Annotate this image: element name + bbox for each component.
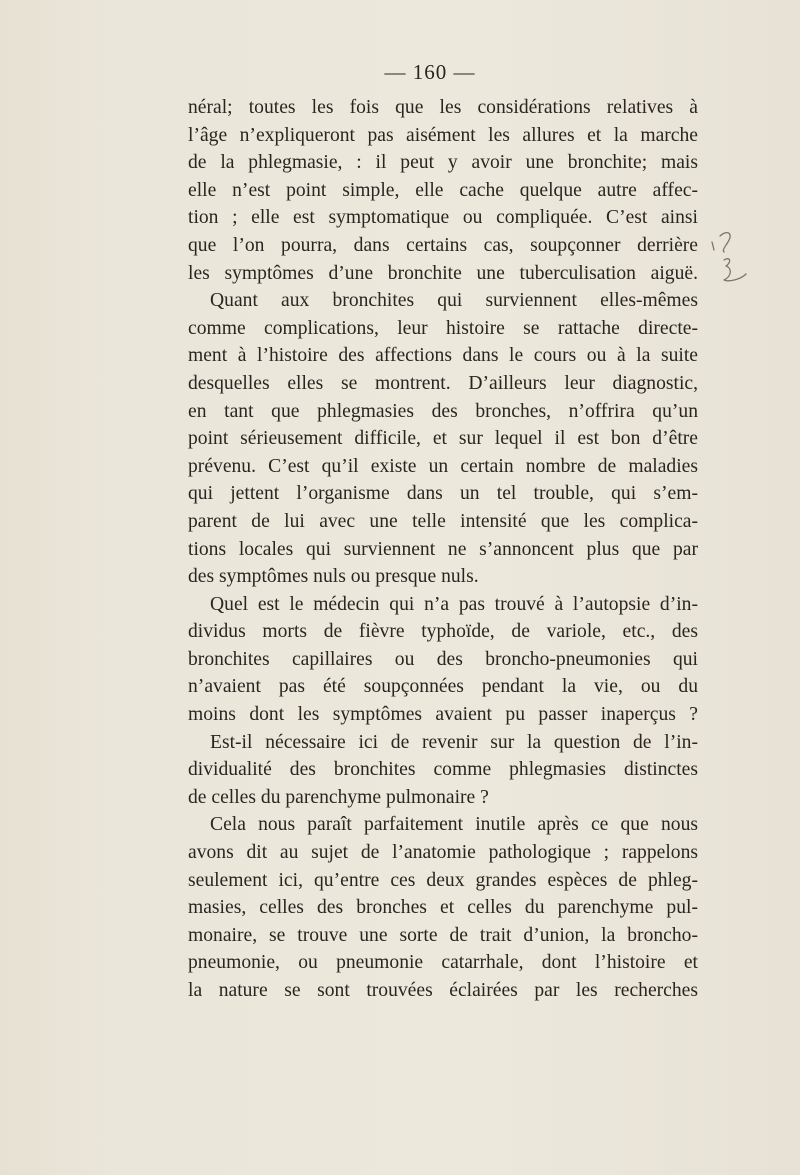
text-line: des symptômes nuls ou presque nuls. (188, 566, 479, 588)
text-line: desquelles elles se montrent. D’ailleurs leur diagnostic, (188, 372, 698, 394)
text-line: tions locales qui surviennent ne s’annoncent plus que par (188, 538, 698, 560)
text-line: ment à l’histoire des affections dans le cours ou à la suite (188, 345, 698, 367)
text-line: de celles du parenchyme pulmonaire ? (188, 786, 489, 808)
text-line: qui jettent l’organisme dans un tel trouble, qui s’em- (188, 483, 698, 505)
text-line: tion ; elle est symptomatique ou compliquée. C’est ainsi (188, 207, 698, 229)
text-line: de la phlegmasie, : il peut y avoir une bronchite; mais (188, 152, 698, 174)
pencil-scribble-icon (710, 222, 760, 302)
text-line: dividualité des bronchites comme phlegmasies distinctes (188, 759, 698, 781)
text-line: comme complications, leur histoire se rattache directe- (188, 317, 698, 339)
text-line: parent de lui avec une telle intensité que les complica- (188, 510, 698, 532)
text-line: Quel est le médecin qui n’a pas trouvé à l’autopsie d’in- (210, 593, 698, 615)
text-line: Est-il nécessaire ici de revenir sur la question de l’in- (210, 731, 698, 753)
text-line: dividus morts de fièvre typhoïde, de variole, etc., des (188, 621, 698, 643)
text-line: néral; toutes les fois que les considérations relatives à (188, 97, 698, 118)
text-line: la nature se sont trouvées éclairées par les recherches (188, 980, 698, 1001)
text-line: en tant que phlegmasies des bronches, n’offrira qu’un (188, 400, 698, 422)
text-line: les symptômes d’une bronchite une tuberculisation aiguë. (188, 262, 698, 284)
text-line: pneumonie, ou pneumonie catarrhale, dont l’histoire et (188, 952, 698, 974)
text-line: monaire, se trouve une sorte de trait d’union, la broncho- (188, 924, 698, 946)
text-line: point sérieusement difficile, et sur lequel il est bon d’être (188, 428, 698, 450)
page-number: — 160 — (384, 60, 476, 84)
handwritten-margin-mark (710, 222, 760, 302)
text-line: moins dont les symptômes avaient pu passer inaperçus ? (188, 704, 698, 726)
text-line: Quant aux bronchites qui surviennent elles-mêmes (210, 290, 698, 312)
body-text (188, 94, 698, 1005)
text-line: prévenu. C’est qu’il existe un certain nombre de maladies (188, 455, 698, 477)
text-line: masies, celles des bronches et celles du parenchyme pul- (188, 897, 698, 919)
text-line: elle n’est point simple, elle cache quelque autre affec- (188, 179, 698, 201)
text-line: Cela nous paraît parfaitement inutile après ce que nous (210, 814, 698, 836)
text-line: seulement ici, qu’entre ces deux grandes espèces de phleg- (188, 869, 698, 891)
text-line: n’avaient pas été soupçonnées pendant la vie, ou du (188, 676, 698, 698)
text-line: que l’on pourra, dans certains cas, soupçonner derrière (188, 234, 698, 256)
text-line: l’âge n’expliqueront pas aisément les allures et la marche (188, 124, 698, 146)
text-line: avons dit au sujet de l’anatomie pathologique ; rappelons (188, 842, 698, 864)
text-line: bronchites capillaires ou des broncho-pneumonies qui (188, 648, 698, 670)
